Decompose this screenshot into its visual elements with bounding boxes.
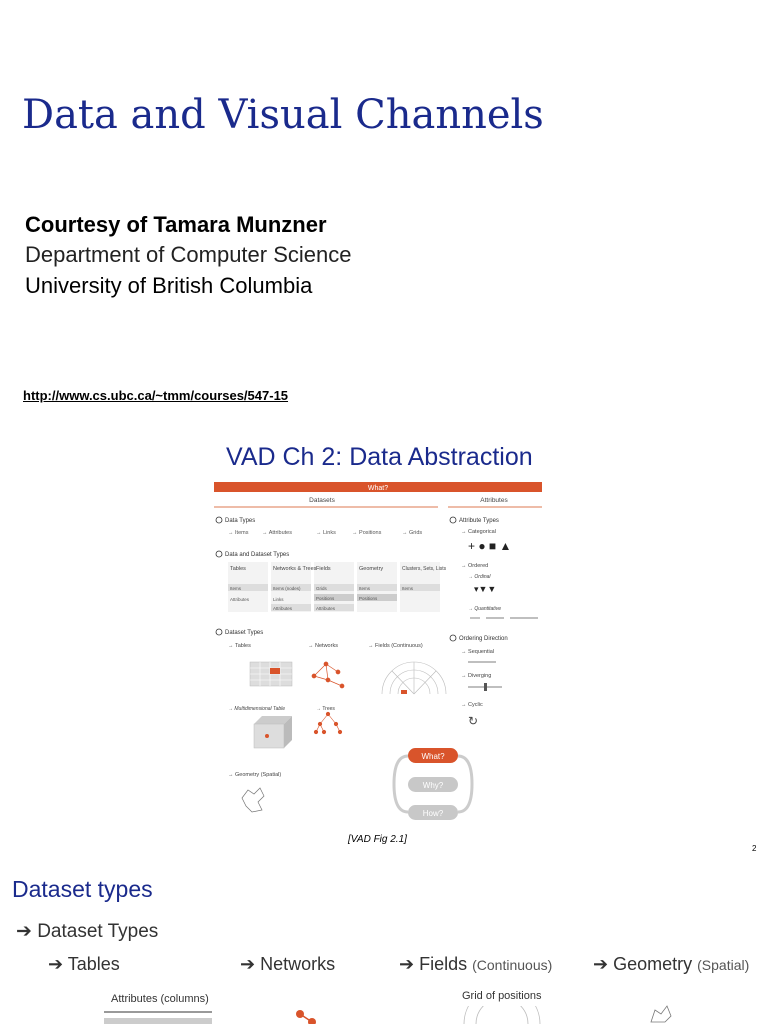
categorical-shapes-glyph: + ● ■ ▲	[468, 539, 512, 553]
svg-text:Grids: Grids	[316, 586, 327, 591]
multidim-cube-glyph	[254, 716, 292, 748]
course-link[interactable]: http://www.cs.ubc.ca/~tmm/courses/547-15	[23, 388, 289, 403]
data-abstraction-figure	[212, 480, 544, 832]
svg-text:→ Categorical: → Categorical	[461, 529, 496, 535]
header-datasets: Datasets	[309, 497, 335, 504]
cyclic-icon: ↻	[468, 714, 479, 728]
svg-text:→ Links: → Links	[316, 530, 336, 536]
table-glyph	[250, 662, 292, 686]
svg-text:→ Multidimensional Table: → Multidimensional Table	[228, 706, 286, 712]
dataset-types-label: Dataset Types	[37, 921, 159, 942]
svg-text:Items: Items	[230, 586, 242, 591]
svg-text:Items (nodes): Items (nodes)	[273, 586, 301, 591]
svg-text:Tables: Tables	[230, 566, 246, 572]
geometry-map-glyph	[242, 788, 264, 812]
tables-item: ➔ Tables	[48, 954, 120, 974]
svg-text:→ Fields (Continuous): → Fields (Continuous)	[368, 643, 423, 649]
svg-text:→ Diverging: → Diverging	[461, 673, 492, 679]
svg-text:→ Geometry (Spatial): → Geometry (Spatial)	[228, 772, 282, 778]
svg-text:→ Ordinal: → Ordinal	[468, 574, 491, 580]
slide-title: Data and Visual Channels	[22, 92, 544, 138]
svg-text:→ Networks: → Networks	[308, 643, 338, 649]
networks-item: ➔ Networks	[240, 954, 336, 974]
svg-text:→ Grids: → Grids	[402, 530, 423, 536]
svg-text:→ Cyclic: → Cyclic	[461, 702, 483, 708]
svg-text:Attributes: Attributes	[273, 606, 293, 611]
svg-text:Dataset Types: Dataset Types	[225, 630, 264, 636]
svg-text:→ Trees: → Trees	[316, 706, 335, 712]
svg-text:How?: How?	[422, 809, 444, 818]
svg-text:→ Ordered: → Ordered	[461, 563, 489, 569]
bottom-geometry-glyph	[645, 1002, 675, 1024]
bottom-network-glyph	[288, 1004, 328, 1024]
tree-glyph	[314, 712, 342, 734]
slide3-title: Dataset types	[12, 876, 153, 902]
header-attributes: Attributes	[480, 497, 508, 504]
svg-text:Clusters, Sets, Lists: Clusters, Sets, Lists	[402, 566, 447, 572]
svg-text:What?: What?	[421, 752, 445, 761]
bottom-field-glyph	[462, 1006, 542, 1024]
svg-text:Links: Links	[273, 597, 284, 602]
svg-text:Why?: Why?	[422, 781, 444, 790]
svg-text:Fields: Fields	[316, 566, 331, 572]
attributes-columns-label: Attributes (columns)	[111, 993, 209, 1005]
svg-text:Attributes: Attributes	[230, 597, 250, 602]
svg-text:→ Sequential: → Sequential	[461, 649, 495, 655]
svg-text:Positions: Positions	[359, 596, 378, 601]
fields-item: ➔ Fields (Continuous)	[399, 954, 553, 974]
courtesy-line: Courtesy of Tamara Munzner	[25, 212, 327, 237]
field-glyph	[382, 662, 446, 694]
svg-text:Items: Items	[402, 586, 414, 591]
svg-text:→ Tables: → Tables	[228, 643, 251, 649]
header-what: What?	[367, 485, 389, 492]
svg-text:Items: Items	[359, 586, 371, 591]
department-line: Department of Computer Science	[25, 242, 352, 267]
circle-arrow-icon: ➔	[16, 921, 32, 942]
dataset-types-heading	[16, 920, 158, 943]
geometry-item: ➔ Geometry (Spatial)	[593, 954, 750, 974]
grid-of-positions-label: Grid of positions	[462, 990, 542, 1002]
svg-text:Attribute Types: Attribute Types	[459, 518, 499, 524]
network-glyph	[312, 662, 344, 688]
svg-text:Positions: Positions	[316, 596, 335, 601]
figure-caption: [VAD Fig 2.1]	[348, 834, 407, 845]
svg-text:Data and Dataset Types: Data and Dataset Types	[225, 552, 290, 558]
svg-text:→ Positions: → Positions	[352, 530, 382, 536]
university-line: University of British Columbia	[25, 273, 313, 298]
svg-text:Geometry: Geometry	[359, 566, 384, 572]
bottom-table-glyph	[100, 1008, 220, 1024]
page-number: 2	[752, 844, 757, 853]
svg-text:Attributes: Attributes	[316, 606, 336, 611]
svg-text:→ Attributes: → Attributes	[262, 530, 292, 536]
chapter-title: VAD Ch 2: Data Abstraction	[226, 443, 533, 471]
svg-text:Networks & Trees: Networks & Trees	[273, 566, 317, 572]
svg-text:Ordering Direction: Ordering Direction	[459, 636, 508, 642]
data-types-label: Data Types	[225, 518, 256, 524]
svg-text:→ Quantitative: → Quantitative	[468, 606, 502, 612]
ordinal-shirts-glyph: ▾▼▼	[474, 584, 497, 594]
svg-text:→ Items: → Items	[228, 530, 249, 536]
